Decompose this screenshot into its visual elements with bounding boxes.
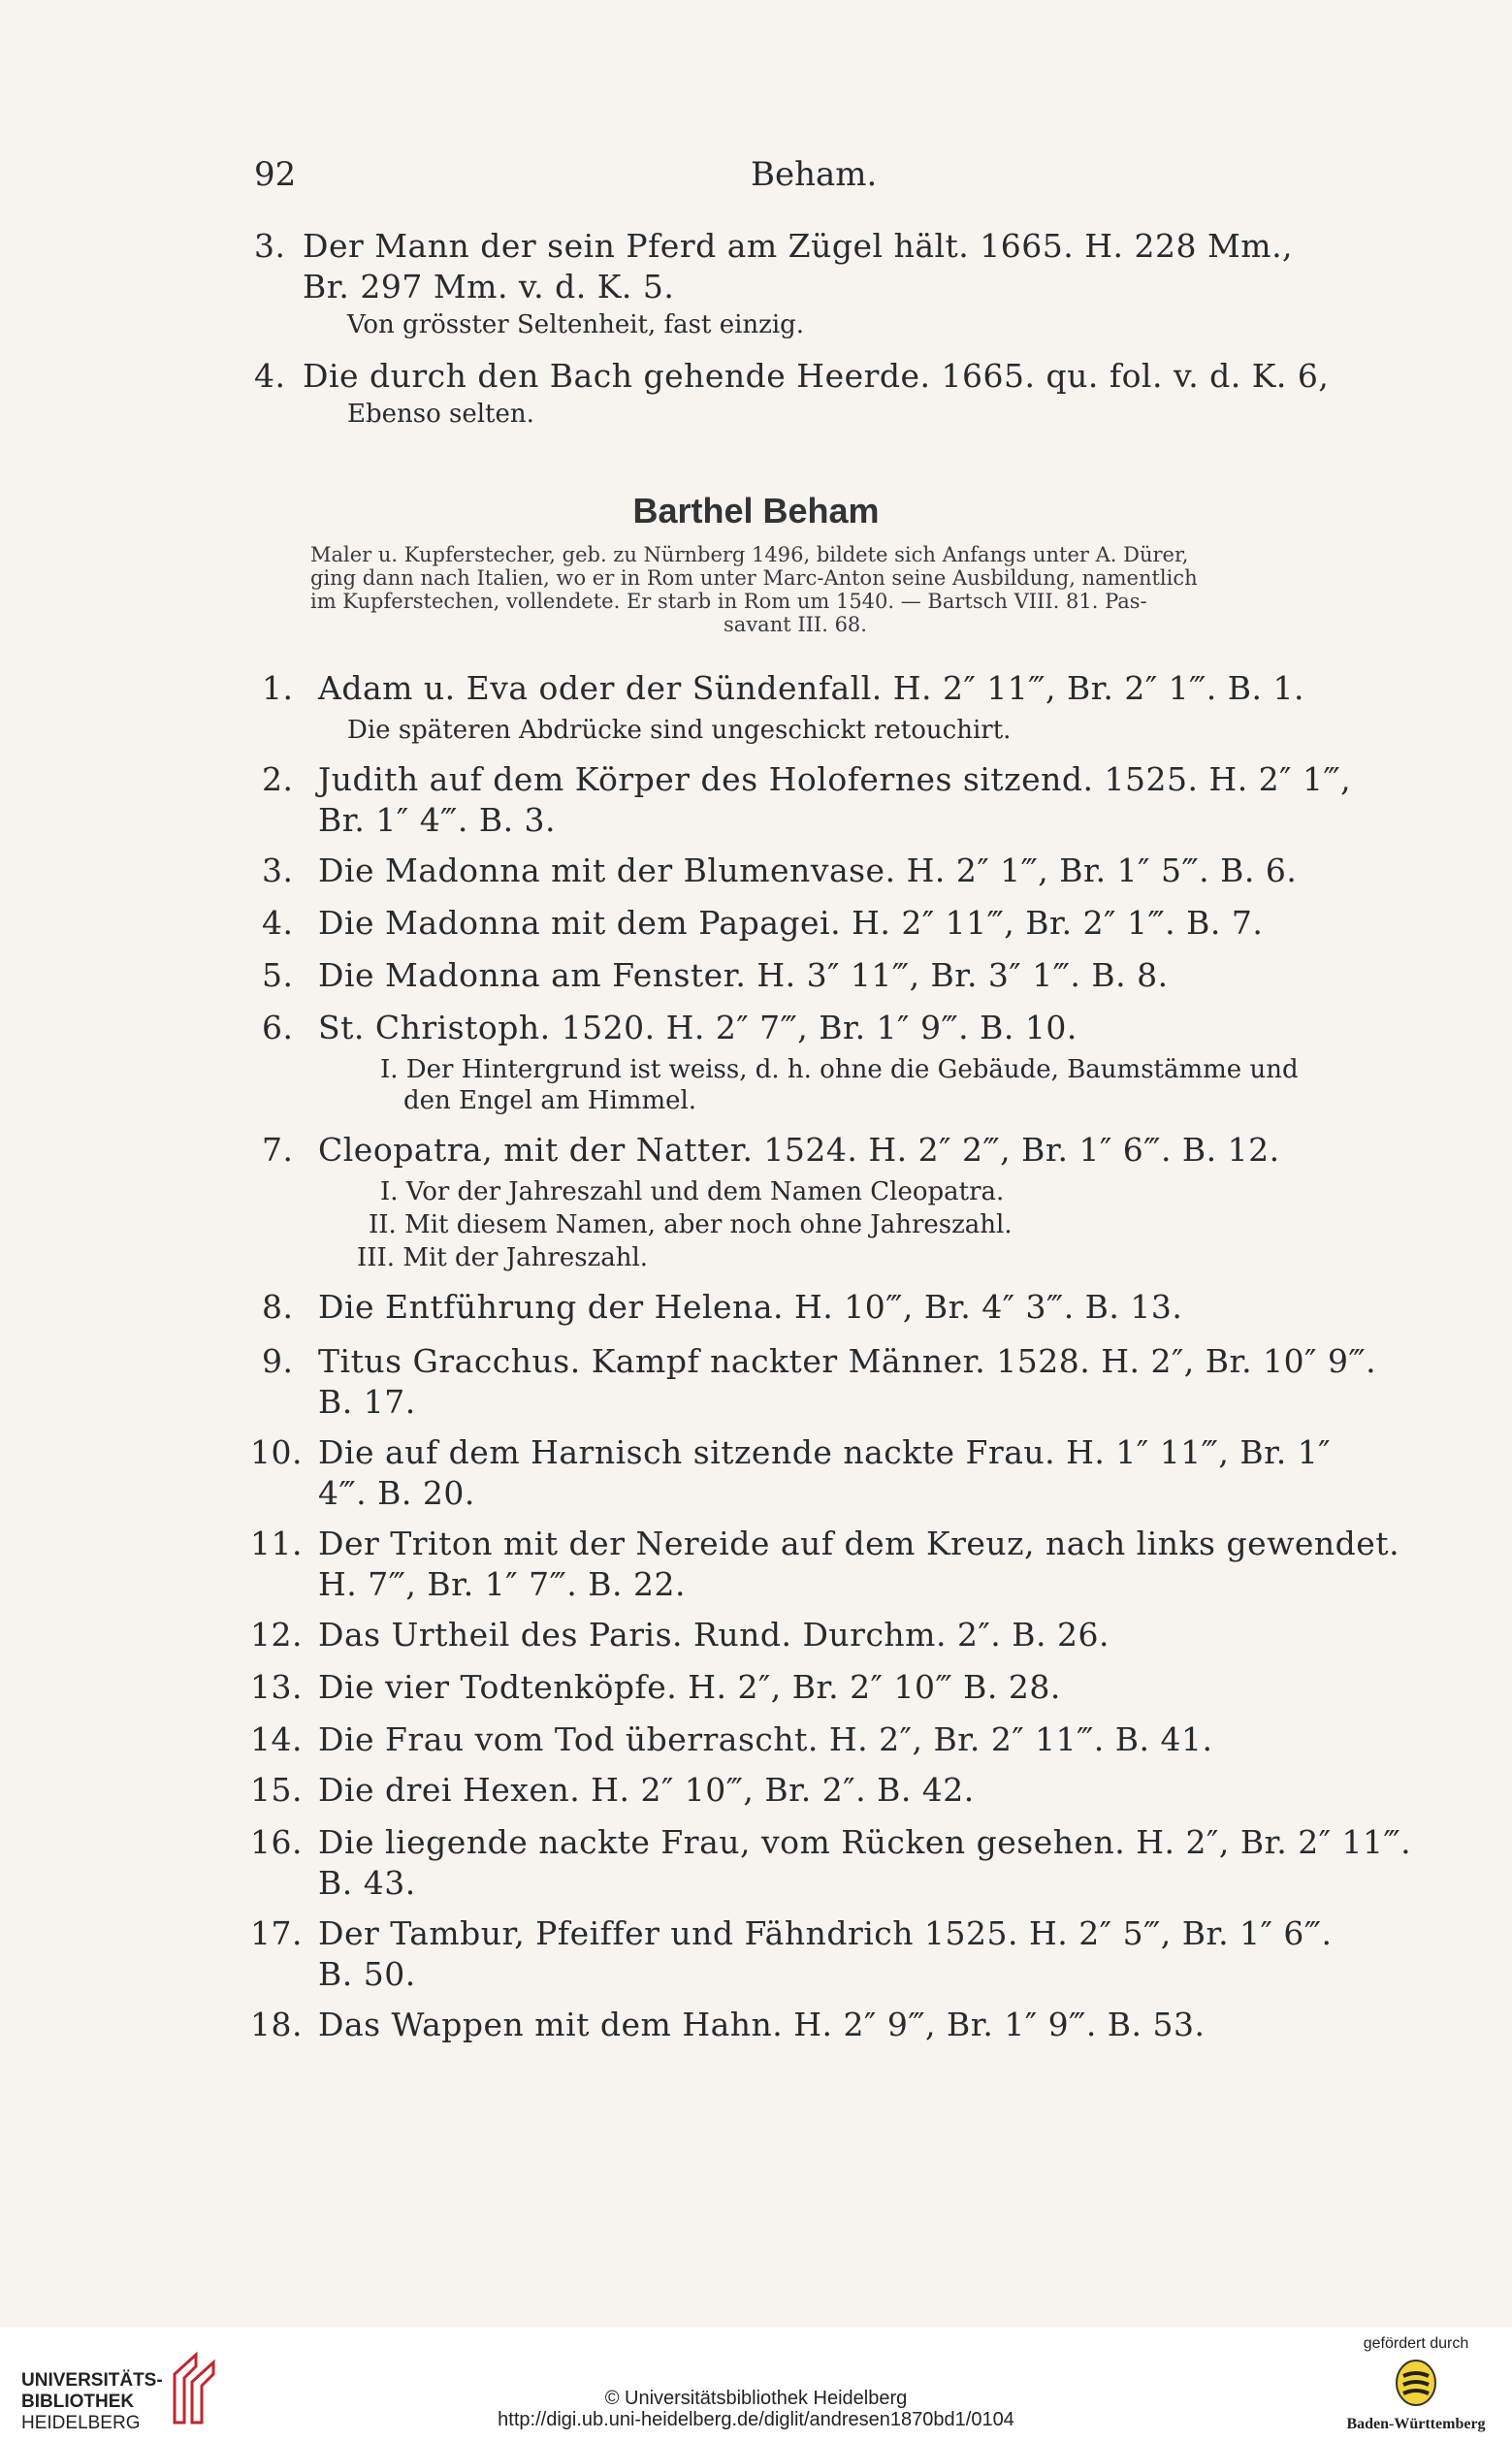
entry-5: 5. Die Madonna am Fenster. H. 3″ 11‴, Br. 3″ 1‴. B. 8.: [262, 956, 1169, 994]
entry-1: 1. Adam u. Eva oder der Sündenfall. H. 2″ 11‴, Br. 2″ 1‴. B. 1.: [262, 669, 1304, 707]
entry-13: 13. Die vier Todtenköpfe. H. 2″, Br. 2″ 10‴ B. 28.: [250, 1668, 1061, 1706]
entry-3: 3. Die Madonna mit der Blumenvase. H. 2″ 1‴, Br. 1″ 5‴. B. 6.: [262, 851, 1298, 889]
top-entry-3-note: Von grösster Seltenheit, fast einzig.: [347, 310, 805, 339]
top-entry-3-line1: 3. Der Mann der sein Pferd am Zügel hält. 1665. H. 228 Mm.,: [254, 227, 1294, 265]
entry-6-note-2: den Engel am Himmel.: [403, 1086, 697, 1115]
entry-2-line2: Br. 1″ 4‴. B. 3.: [318, 801, 557, 839]
top-entry-3-line2: Br. 297 Mm. v. d. K. 5.: [303, 268, 675, 305]
entry-7: 7. Cleopatra, mit der Natter. 1524. H. 2″ 2‴, Br. 1″ 6‴. B. 12.: [262, 1131, 1280, 1169]
coat-of-arms-icon: [1395, 2359, 1437, 2407]
entry-18: 18. Das Wappen mit dem Hahn. H. 2″ 9‴, Br. 1″ 9‴. B. 53.: [250, 2006, 1206, 2043]
entry-6-note-1: I. Der Hintergrund ist weiss, d. h. ohne die Gebäude, Baumstämme und: [380, 1055, 1299, 1084]
bio-line-4: savant III. 68.: [724, 613, 867, 636]
entry-17-line2: B. 50.: [318, 1955, 416, 1993]
entry-17-line1: 17. Der Tambur, Pfeiffer und Fähndrich 1525. H. 2″ 5‴, Br. 1″ 6‴.: [250, 1914, 1333, 1952]
footer-center: [0, 2388, 1512, 2430]
page-header: [254, 155, 1331, 198]
section-title: Barthel Beham: [632, 491, 880, 530]
entry-16-line2: B. 43.: [318, 1864, 416, 1902]
sponsor-logo[interactable]: [1329, 2335, 1503, 2432]
entry-12: 12. Das Urtheil des Paris. Rund. Durchm. 2″. B. 26.: [250, 1616, 1110, 1654]
bio-line-2: ging dann nach Italien, wo er in Rom unter Marc-Anton seine Ausbildung, namentlich: [310, 566, 1198, 590]
footer-bar: [0, 2328, 1512, 2441]
permalink[interactable]: http://digi.ub.uni-heidelberg.de/diglit/andresen1870bd1/0104: [498, 2409, 1014, 2430]
entry-10-line1: 10. Die auf dem Harnisch sitzende nackte Frau. H. 1″ 11‴, Br. 1″: [250, 1433, 1332, 1471]
bio-line-1: Maler u. Kupferstecher, geb. zu Nürnberg 1496, bildete sich Anfangs unter A. Dürer,: [310, 543, 1189, 566]
entry-4: 4. Die Madonna mit dem Papagei. H. 2″ 11‴, Br. 2″ 1‴. B. 7.: [262, 904, 1264, 942]
running-head: Beham.: [751, 155, 878, 194]
entry-9-line2: B. 17.: [318, 1383, 416, 1421]
entry-10-line2: 4‴. B. 20.: [318, 1474, 475, 1512]
top-entry-4-line1: 4. Die durch den Bach gehende Heerde. 1665. qu. fol. v. d. K. 6,: [254, 357, 1330, 395]
page-number: 92: [254, 155, 297, 194]
entry-15: 15. Die drei Hexen. H. 2″ 10‴, Br. 2″. B. 42.: [250, 1771, 975, 1809]
entry-6: 6. St. Christoph. 1520. H. 2″ 7‴, Br. 1″ 9‴. B. 10.: [262, 1009, 1078, 1046]
entry-7-note-3: III. Mit der Jahreszahl.: [357, 1243, 649, 1272]
entry-11-line1: 11. Der Triton mit der Nereide auf dem Kreuz, nach links gewendet.: [250, 1525, 1400, 1562]
copyright-text: © Universitätsbibliothek Heidelberg: [604, 2388, 908, 2409]
entry-7-note-2: II. Mit diesem Namen, aber noch ohne Jahreszahl.: [369, 1210, 1013, 1239]
sponsor-label: gefördert durch: [1363, 2335, 1469, 2352]
artist-bio: [310, 543, 1280, 636]
entry-11-line2: H. 7‴, Br. 1″ 7‴. B. 22.: [318, 1565, 686, 1603]
logo-text: UNIVERSITÄTS- BIBLIOTHEK HEIDELBERG: [21, 2370, 163, 2433]
entry-8: 8. Die Entführung der Helena. H. 10‴, Br. 4″ 3‴. B. 13.: [262, 1288, 1183, 1326]
entry-7-note-1: I. Vor der Jahreszahl und dem Namen Cleopatra.: [380, 1177, 1005, 1206]
entry-2-line1: 2. Judith auf dem Körper des Holofernes sitzend. 1525. H. 2″ 1‴,: [262, 760, 1352, 798]
entry-1-note-1: Die späteren Abdrücke sind ungeschickt retouchirt.: [347, 716, 1012, 745]
entry-9-line1: 9. Titus Gracchus. Kampf nackter Männer. 1528. H. 2″, Br. 10″ 9‴.: [262, 1342, 1377, 1380]
sponsor-name: Baden-Württemberg: [1346, 2416, 1486, 2432]
entry-16-line1: 16. Die liegende nackte Frau, vom Rücken gesehen. H. 2″, Br. 2″ 11‴.: [250, 1823, 1412, 1861]
top-entry-4-note: Ebenso selten.: [347, 400, 534, 429]
entry-14: 14. Die Frau vom Tod überrascht. H. 2″, Br. 2″ 11‴. B. 41.: [250, 1720, 1213, 1758]
bio-line-3: im Kupferstechen, vollendete. Er starb in Rom um 1540. — Bartsch VIII. 81. Pas-: [310, 590, 1147, 613]
